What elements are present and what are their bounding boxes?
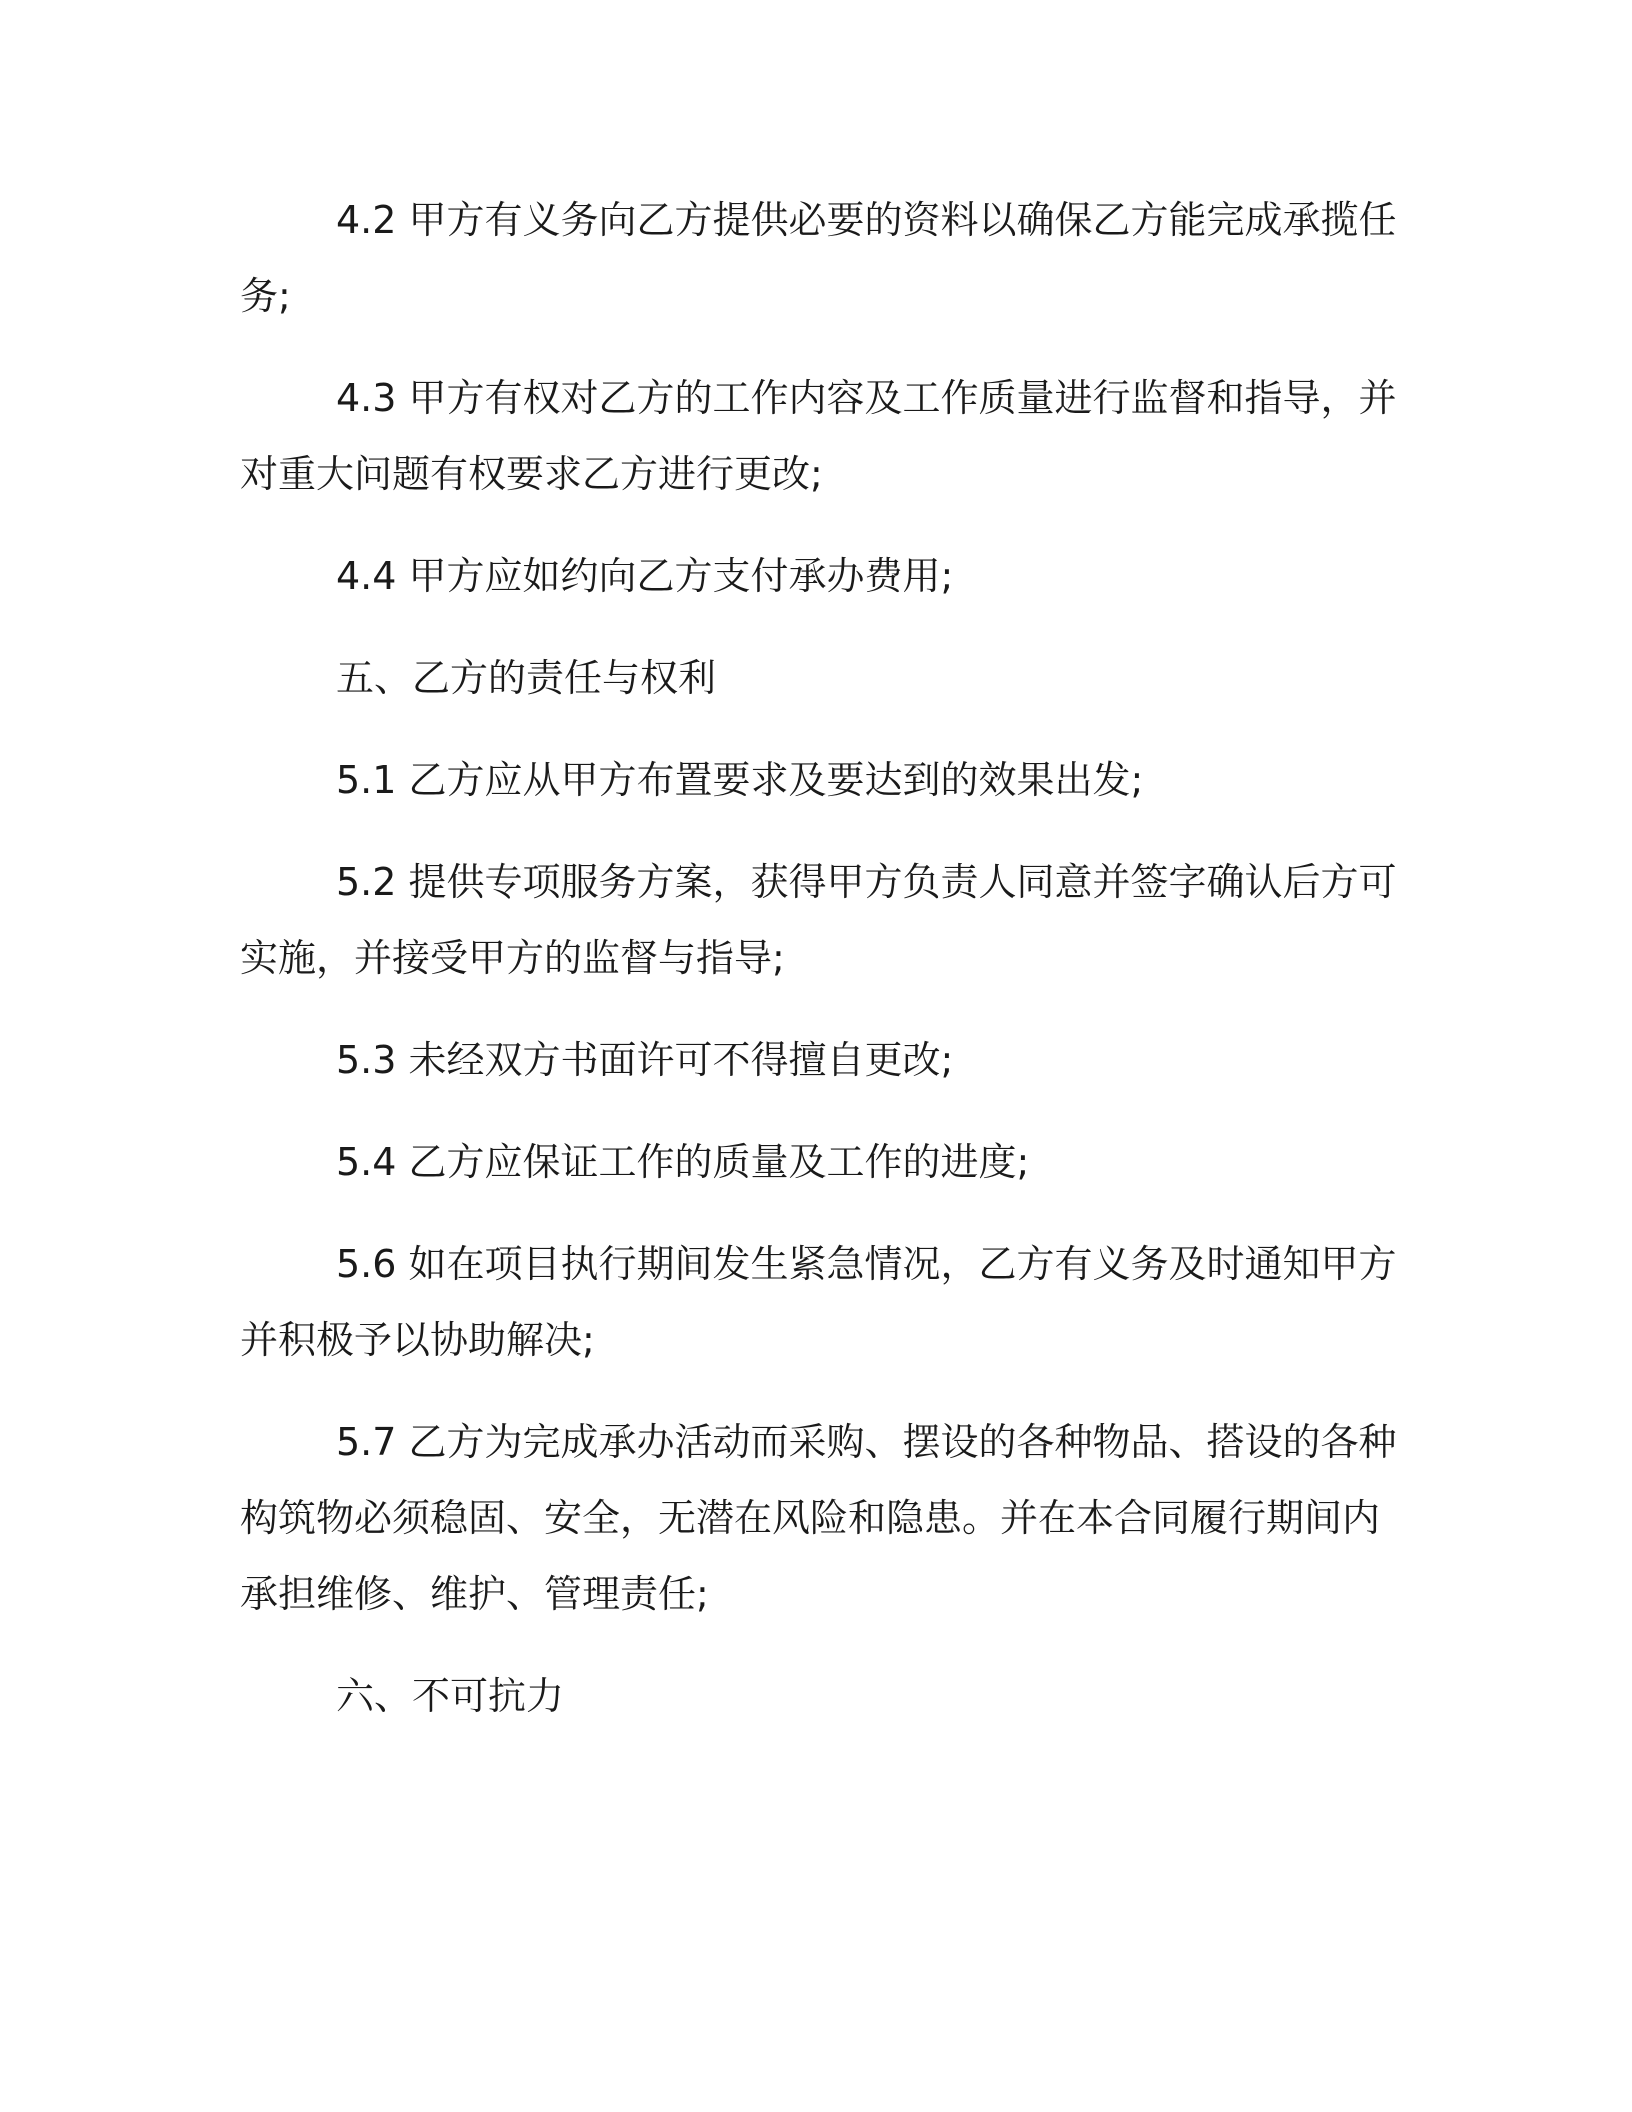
paragraph-5-6-line-1: 5.6 如在项目执行期间发生紧急情况，乙方有义务及时通知甲方 [336, 1242, 1397, 1286]
section-heading-6: 六、不可抗力 [336, 1674, 565, 1718]
paragraph-4-3-line-2: 对重大问题有权要求乙方进行更改; [240, 452, 823, 496]
paragraph-5-7-line-2: 构筑物必须稳固、安全，无潜在风险和隐患。并在本合同履行期间内 [240, 1496, 1381, 1540]
paragraph-4-4: 4.4 甲方应如约向乙方支付承办费用; [336, 554, 954, 598]
paragraph-5-7-line-3: 承担维修、维护、管理责任; [240, 1572, 709, 1616]
paragraph-5-2-line-1: 5.2 提供专项服务方案，获得甲方负责人同意并签字确认后方可 [336, 860, 1397, 904]
paragraph-5-3: 5.3 未经双方书面许可不得擅自更改; [336, 1038, 954, 1082]
paragraph-5-1: 5.1 乙方应从甲方布置要求及要达到的效果出发; [336, 758, 1144, 802]
paragraph-4-3-line-1: 4.3 甲方有权对乙方的工作内容及工作质量进行监督和指导，并 [336, 376, 1397, 420]
paragraph-5-6-line-2: 并积极予以协助解决; [240, 1318, 595, 1362]
paragraph-5-7-line-1: 5.7 乙方为完成承办活动而采购、摆设的各种物品、搭设的各种 [336, 1420, 1397, 1464]
paragraph-4-2-line-1: 4.2 甲方有义务向乙方提供必要的资料以确保乙方能完成承揽任 [336, 198, 1397, 242]
paragraph-5-2-line-2: 实施，并接受甲方的监督与指导; [240, 936, 785, 980]
paragraph-5-4: 5.4 乙方应保证工作的质量及工作的进度; [336, 1140, 1030, 1184]
paragraph-4-2-line-2: 务; [240, 274, 291, 318]
section-heading-5: 五、乙方的责任与权利 [336, 656, 717, 700]
